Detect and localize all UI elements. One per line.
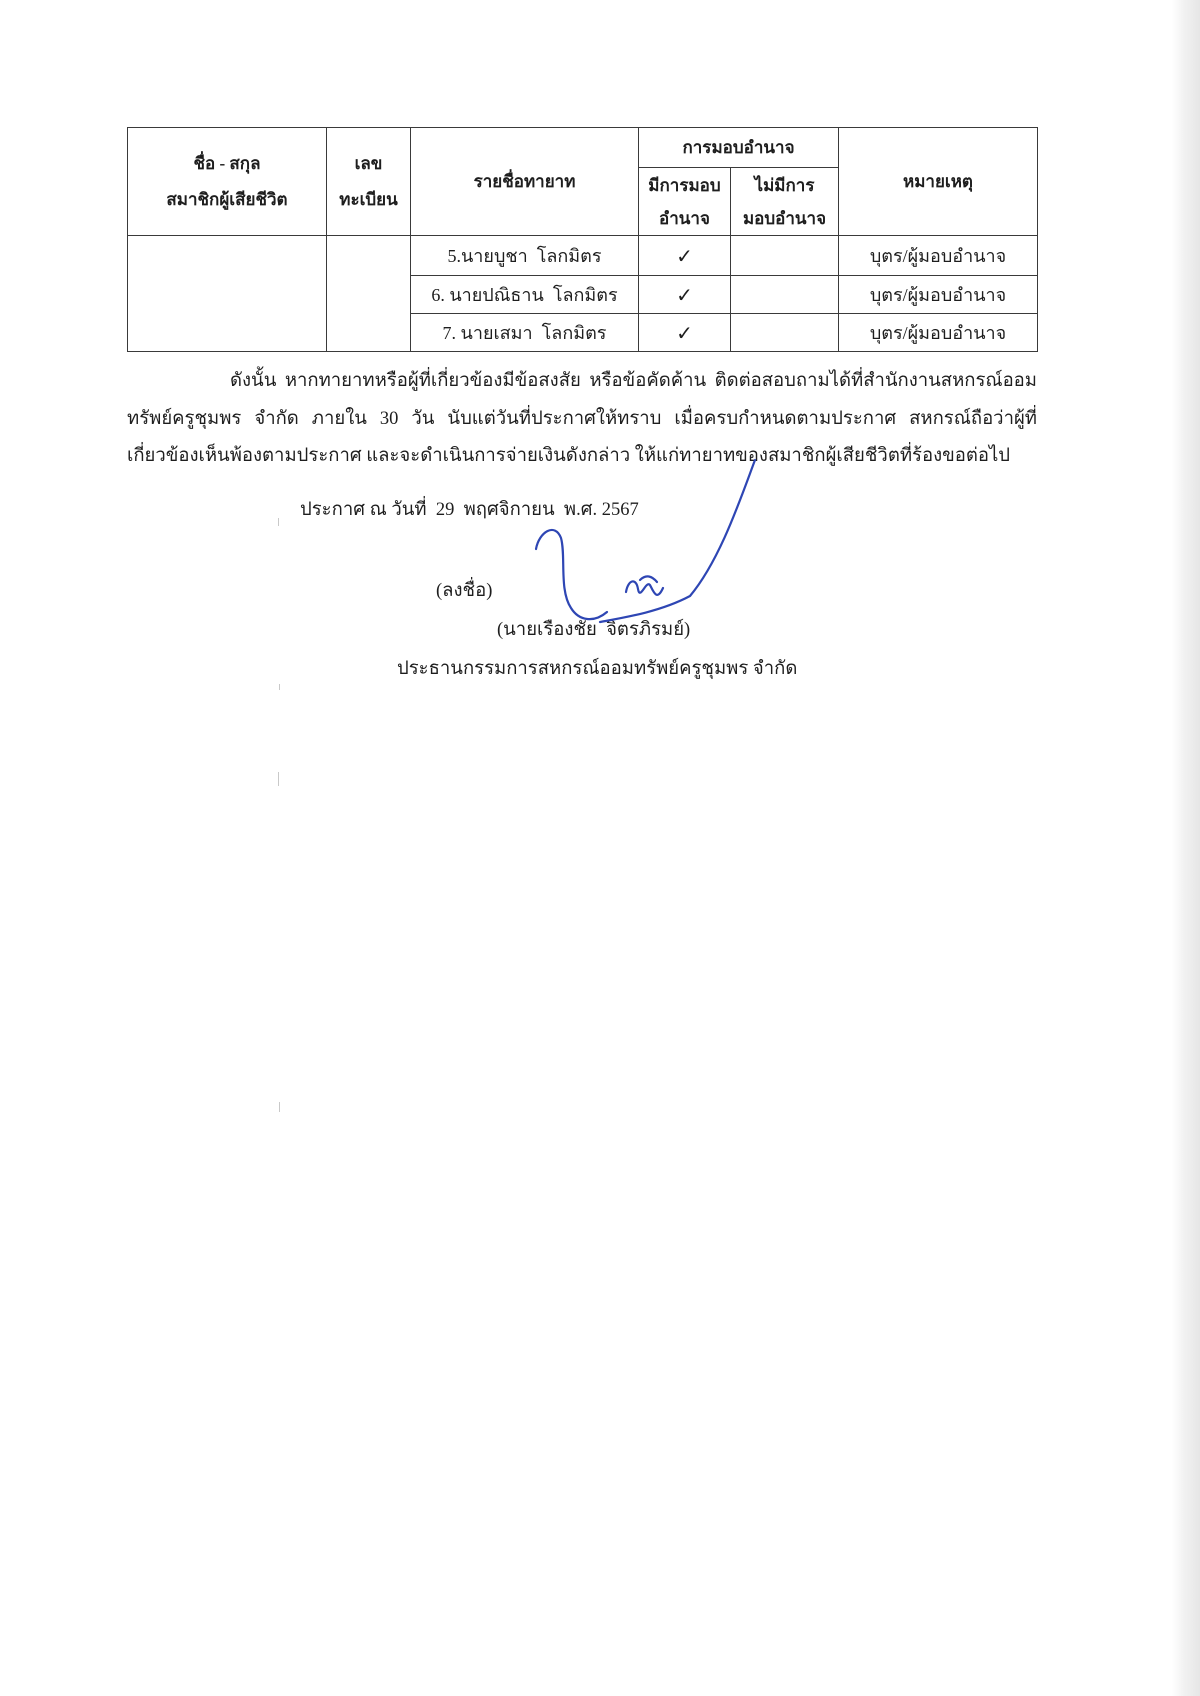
authorized-check: ✓ — [639, 236, 731, 276]
not-authorized-cell — [731, 276, 839, 314]
scan-artifact — [279, 1102, 280, 1112]
header-registration-no-line: ทะเบียน — [339, 189, 398, 209]
remark-cell: บุตร/ผู้มอบอำนาจ — [839, 276, 1038, 314]
authorized-check: ✓ — [639, 276, 731, 314]
heir-name-cell: 7. นายเสมา โลกมิตร — [411, 314, 639, 352]
notice-line: ดังนั้น หากทายาทหรือผู้ที่เกี่ยวข้องมีข้อสงสัย หรือข้อคัดค้าน ติดต่อสอบถามได้ที่สำนักงานสหกรณ์ออม — [230, 371, 1037, 391]
header-member-name-line: ชื่อ - สกุล — [193, 153, 261, 173]
header-authorized — [639, 168, 731, 236]
table-row — [128, 236, 1038, 276]
signature-stroke — [626, 581, 663, 595]
signature-label: (ลงชื่อ) — [436, 581, 493, 601]
authorized-check: ✓ — [639, 314, 731, 352]
header-authorized-line: อำนาจ — [659, 208, 710, 228]
header-registration-no-line: เลข — [354, 153, 383, 173]
not-authorized-cell — [731, 314, 839, 352]
announcement-date: ประกาศ ณ วันที่ 29 พฤศจิกายน พ.ศ. 2567 — [300, 500, 639, 520]
signatory-position: ประธานกรรมการสหกรณ์ออมทรัพย์ครูชุมพร จำกัด — [397, 659, 798, 679]
scan-artifact — [279, 684, 280, 690]
signature-stroke — [600, 460, 755, 622]
table-header-row — [128, 128, 1038, 168]
header-authorization: การมอบอำนาจ — [639, 128, 839, 168]
header-remarks: หมายเหตุ — [839, 128, 1038, 236]
header-registration-no — [327, 128, 411, 236]
remark-cell: บุตร/ผู้มอบอำนาจ — [839, 236, 1038, 276]
heir-name-cell: 6. นายปณิธาน โลกมิตร — [411, 276, 639, 314]
header-not-authorized-line: ไม่มีการ — [754, 175, 815, 195]
not-authorized-cell — [731, 236, 839, 276]
notice-paragraph — [127, 363, 1037, 476]
signatory-name: (นายเรืองชัย จิตรภิรมย์) — [497, 620, 691, 640]
notice-line: เกี่ยวข้องเห็นพ้องตามประกาศ และจะดำเนินการจ่ายเงินดังกล่าว ให้แก่ทายาทของสมาชิกผู้เสียชีวิตที่ร้องขอต่อไป — [127, 446, 1011, 466]
header-not-authorized-line: มอบอำนาจ — [742, 208, 827, 228]
header-member-name-line: สมาชิกผู้เสียชีวิต — [166, 189, 288, 209]
scan-edge-shadow — [1172, 0, 1200, 1696]
header-authorized-line: มีการมอบ — [648, 175, 721, 195]
scan-artifact — [278, 772, 279, 786]
remark-cell: บุตร/ผู้มอบอำนาจ — [839, 314, 1038, 352]
heir-name-cell: 5.นายบูชา โลกมิตร — [411, 236, 639, 276]
member-name-cell — [128, 236, 327, 352]
signature-stroke — [536, 530, 607, 619]
signature-stroke — [640, 576, 657, 582]
header-member-name — [128, 128, 327, 236]
scan-artifact — [278, 518, 279, 526]
heirs-table — [127, 127, 1038, 352]
notice-line: ทรัพย์ครูชุมพร จำกัด ภายใน 30 วัน นับแต่วันที่ประกาศให้ทราบ เมื่อครบกำหนดตามประกาศ สหกรณ์ถือว่าผู้ที่ — [127, 408, 1037, 429]
header-not-authorized — [731, 168, 839, 236]
header-heirs: รายชื่อทายาท — [411, 128, 639, 236]
registration-no-cell — [327, 236, 411, 352]
